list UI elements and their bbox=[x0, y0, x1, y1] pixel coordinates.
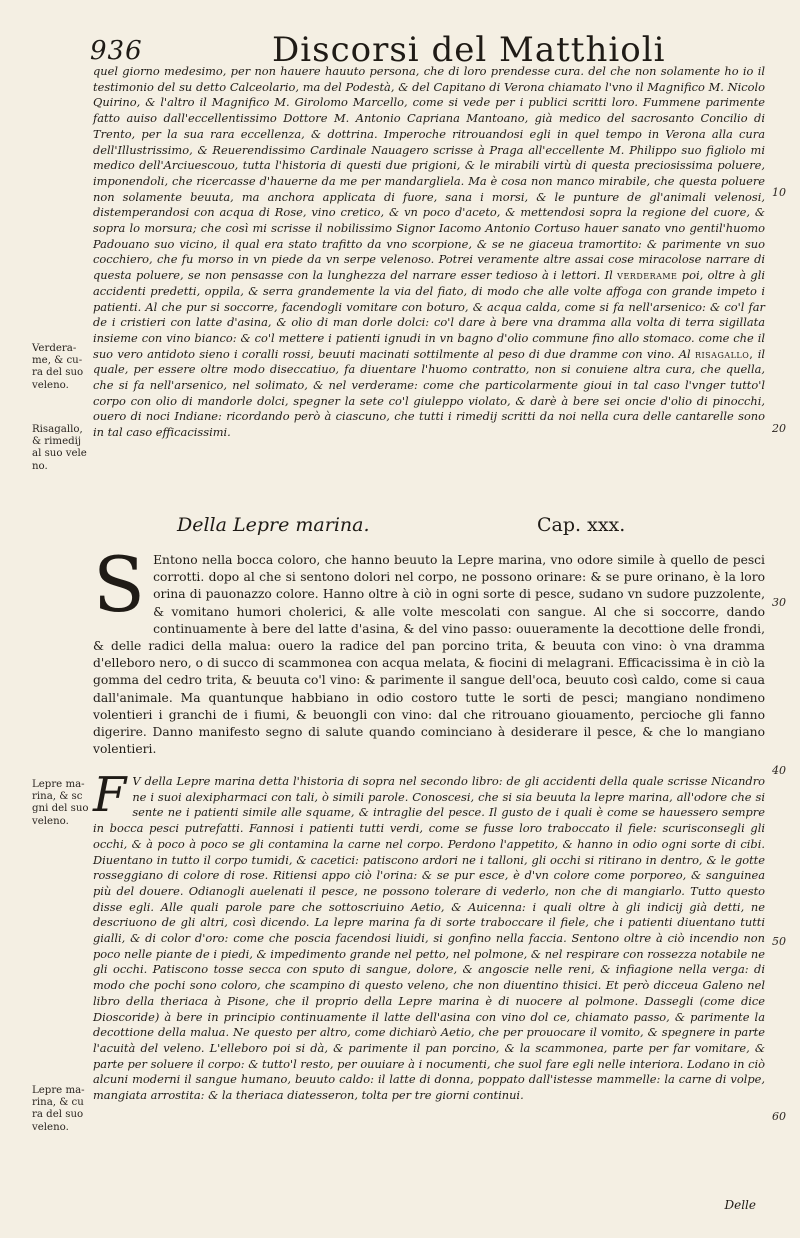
margin-note-line: Lepre ma- bbox=[32, 1085, 85, 1096]
margin-note-line: veleno. bbox=[32, 815, 69, 827]
catchword: Delle bbox=[724, 1198, 756, 1212]
text-block-a bbox=[93, 64, 765, 441]
line-number: 10 bbox=[772, 186, 786, 199]
paragraph-text: quel giorno medesimo, per non hauere hauuto persona, che di loro prendesse cura. del che non solamente ho io il testimonio del su detto Calceolario, ma del Podestà, & del Capitano di Verona chiamato l'vno il Magnifico M. Nicolo Quirino, & l'altro il Magnifico M. Girolomo Marcello, come si vede per i publici scritti loro. Fummene parimente fatto auiso dall'eccellentissimo Dottore M. Antonio Capriana Mantoano, già medico del sacrosanto Concilio di Trento, per la sua rara eccellenza, & dottrina. Imperoche ritrouandosi egli in quel tempo in Verona alla cura dell'Illustrissimo, & Reuerendissimo Cardinale Nauagero scrisse à Praga all'eccellente M. Philippo suo figliolo mi medico dell'Arciuescouo, tutta l'historia di questi due prigioni, & le mirabili virtù di questa preciosissima poluere, imponendoli, che ricercasse d'hauerne da me per mandargliela. Ma è cosa non manco mirabile, che questa poluere non solamente beuuta, ma anchora applicata di fuore, sana i morsi, & le punture de gl'animali velenosi, distemperandosi con acqua di Rose, vino cretico, & vn poco d'aceto, & mettendosi sopra la regione del cuore, & sopra lo morsura; che così mi scrisse il nobilissimo Signor Iacomo Antonio Cortuso hauer sanato vno gentil'huomo Padouano suo vicino, il qual era stato trafitto da vno scorpione, & se ne giaceua tramortito: & parimente vn suo cocchiero, che fu morso in vn piede da vn serpe velenoso. Potrei veramente altre assai cose miracolose narrare di questa poluere, se non pensasse con la lunghezza del narrare esser tedioso à i lettori. Il bbox=[93, 64, 765, 283]
text-block-c bbox=[93, 767, 765, 1104]
margin-note bbox=[32, 424, 87, 473]
small-caps-term: verderame bbox=[617, 268, 678, 283]
drop-cap: S bbox=[93, 540, 146, 629]
margin-note-line: Lepre ma- bbox=[32, 779, 85, 790]
margin-note-line: ra del suo bbox=[32, 367, 84, 379]
line-number: 20 bbox=[772, 422, 786, 435]
chapter-title: Della Lepre marina. bbox=[177, 514, 370, 536]
margin-note-line: gni del suo bbox=[32, 803, 89, 815]
chapter-label: Cap. xxx. bbox=[537, 514, 626, 536]
margin-note bbox=[32, 343, 83, 392]
margin-note bbox=[32, 1085, 85, 1134]
drop-cap: F bbox=[93, 767, 127, 823]
text-block-b bbox=[93, 540, 765, 758]
margin-note-line: ra del suo bbox=[32, 1109, 84, 1121]
page-number: 936 bbox=[90, 36, 143, 66]
paragraph-text: poi, oltre à gli accidenti predetti, oppila, & serra grandemente la via del fiato, di modo che alle volte affoga con grande impeto i patienti. Al che pur si soccorre, facendogli vomitare con boturo, & acqua calda, come si fa nell'arsenico: & co'l far de i cristieri con latte d'asina, & olio di man dorle dolci: co'l dare à bere vna dramma alla volta di terra sigillata insieme con vino bianco: & co'l mettere i patienti ignudi in vn bagno d'olio commune fino allo stomaco. come che il suo vero antidoto sieno i coralli rossi, beuuti macinati sottilmente al peso di due dramme con vino. Al bbox=[93, 268, 765, 361]
line-number: 50 bbox=[772, 935, 786, 948]
margin-note-line: al suo vele bbox=[32, 448, 87, 460]
margin-note-line: rina, & sc bbox=[32, 791, 83, 803]
paragraph-text: V della Lepre marina detta l'historia di sopra nel secondo libro: de gli accidenti della quale scrisse Nicandro ne i suoi alexipharmaci con tali, ò simili parole. Conoscesi, che si sia beuuta la lepre marina, all'odore che si sente ne i patienti simile alle squame, & intraglie del pesce. Il gusto de i quali è come se hauessero sempre in bocca pesci putrefatti. Fannosi i patienti tutti verdi, come se fusse loro traboccato il fiele: scurisconsegli gli occhi, & à poco à poco se gli contamina la carne nel corpo. Perdono l'appetito, & hanno in odio ogni sorte di cibi. Diuentano in tutto il corpo tumidi, & cacetici: patiscono ardori ne i talloni, gli occhi si ritirano in dentro, & le gotte rosseggiano di colore di rose. Ritiensi appo ciò l'orina: & se pur esce, è d'vn colore come porporeo, & sanguinea più del douere. Odianogli auelenati il pesce, ne possono tolerare di vederlo, non che di mangiarlo. Tutto questo disse egli. Alle quali parole pare che sottoscriuino Aetio, & Auicenna: i quali oltre à gli indicij già detti, ne descriuono de gli altri, così dicendo. La lepre marina fa di sorte traboccare il fiele, che i patienti diuentano tutti gialli, & di color d'oro: come che poscia facendosi liuidi, si gonfino nella faccia. Sentono oltre à ciò incendio non poco nelle piante de i piedi, & impedimento grande nel petto, nel polmone, & nel respirare con rossezza notabile ne gli occhi. Patiscono tosse secca con sputo di sangue, dolore, & angoscie nelle reni, & infiagione nella verga: di modo che pochi sono coloro, che scampino di questo veleno, che non diuentino thisici. Et però dicceua Galeno nel libro della theriaca à Pisone, che il proprio della Lepre marina è di nuocere al polmone. Dassegli (come dice Dioscoride) à bere in principio continuamente il latte dell'asina con vino dol ce, chiamato passo, & parimente la decottione della malua. Ne questo per altro, come dichiarò Aetio, che per prouocare il vomito, & spegnere in parte l'acuità del veleno. L'elleboro poi si dà, & parimente il pan porcino, & la scammonea, parte per far vomitare, & parte per soluere il corpo: & tutto'l resto, per ouuiare à i nocumenti, che suol fare egli nelle interiora. Lodano in ciò alcuni moderni il sangue humano, beuuto caldo: il latte di donna, poppato dall'istesse mammelle: la carne di volpe, mangiata arrostita: & la theriaca diatesseron, tolta per tre giorni continui. bbox=[93, 774, 765, 1103]
margin-note-line: Verdera- bbox=[32, 343, 77, 354]
margin-note-line: & rimedij bbox=[32, 436, 82, 448]
margin-note-line: veleno. bbox=[32, 1121, 69, 1133]
running-title: Discorsi del Matthioli bbox=[272, 30, 666, 70]
margin-note-line: no. bbox=[32, 460, 48, 472]
line-number: 30 bbox=[772, 596, 786, 609]
margin-note-line: Risagallo, bbox=[32, 424, 83, 435]
margin-note-line: rina, & cu bbox=[32, 1097, 84, 1109]
margin-note-line: veleno. bbox=[32, 379, 69, 391]
small-caps-term: risagallo, bbox=[695, 346, 754, 361]
line-number: 40 bbox=[772, 764, 786, 777]
margin-note-line: me, & cu- bbox=[32, 355, 83, 367]
margin-note bbox=[32, 779, 89, 828]
paragraph-text: il quale, per essere oltre modo diseccatiuo, fa diuentare l'huomo contratto, non si conuiene altra cura, che quella, che si fa nell'arsenico, nel solimato, & nel verderame: come che particolarmente gioui in tal caso l'vnger tutto'l corpo con olio di mandorle dolci, spegner la sete co'l giuleppo violato, & darè à bere sei oncie d'olio di pinocchi, ouero di noci Indiane: ricordando però à ciascuno, che tutti i rimedij scritti da noi nella cura delle cantarelle sono in tal caso efficacissimi. bbox=[93, 346, 766, 440]
paragraph-text: Entono nella bocca coloro, che hanno beuuto la Lepre marina, vno odore simile à quello de pesci corrotti. dopo al che si sentono dolori nel corpo, ne possono orinare: & se pure orinano, è la loro orina di pauonazzo colore. Hanno oltre à ciò in ogni sorte di pesce, sudano vn sudore puzzolente, & vomitano humori cholerici, & alle volte mescolati con sangue. Al che si soccorre, dando continuamente à bere del latte d'asina, & del vino passo: ouueramente la decottione delle frondi, & delle radici della malua: ouero la radice del pan porcino trita, & beuuta con vino: ò vna dramma d'elleboro nero, o di succo di scammonea con acqua melata, & fiocini di melagrani. Efficacissima è in ciò la gomma del cedro trita, & beuuta co'l vino: & parimente il sangue dell'oca, beuuto così caldo, come si caua dall'animale. Ma quantunque habbiano in odio costoro tutte le sorti de pesci; mangiano nondimeno volentieri i granchi de i fiumi, & beuongli con vino: dal che ritrouano giouamento, percioche gli fanno digerire. Danno manifesto segno di salute quando cominciano à desiderare il pesce, & che lo mangiano volentieri. bbox=[93, 553, 765, 757]
line-number: 60 bbox=[772, 1110, 786, 1123]
